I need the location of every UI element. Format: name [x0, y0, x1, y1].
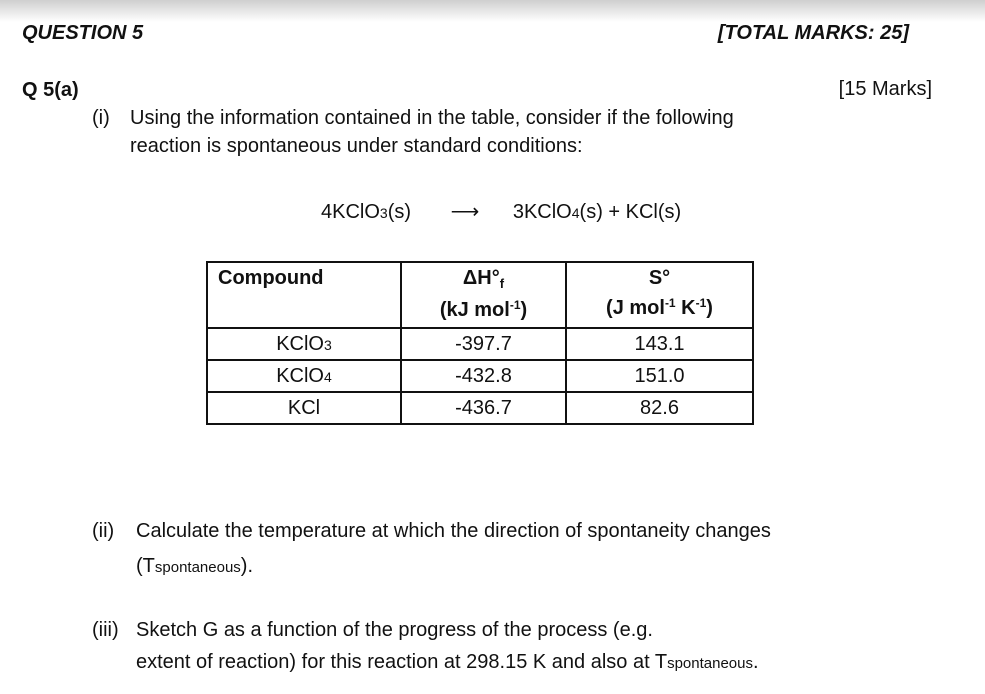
part-iii-number: (iii) [92, 619, 119, 641]
compound-cell: KClO4 [207, 360, 401, 392]
reaction-equation [321, 199, 681, 224]
header-entropy: S° (J mol$^{-1}$ $K^{-1}$) [566, 262, 753, 328]
header-compound: Compound [207, 262, 401, 328]
part-iii-line2: extent of reaction) for this reaction at 298.15 K and also at Tspontaneous. [136, 651, 759, 673]
part-ii-line2: (Tspontaneous). [136, 555, 254, 577]
entropy-cell: 82.6 [566, 392, 753, 424]
part-a-marks: [15 Marks] [838, 78, 932, 100]
products: 3KClO4(s) + KCl(s) [512, 201, 682, 223]
part-i-line1: Using the information contained in the table, consider if the following [130, 107, 734, 129]
enthalpy-cell: -397.7 [401, 328, 566, 360]
part-i-line2: reaction is spontaneous under standard conditions: [130, 135, 583, 157]
enthalpy-cell: -436.7 [401, 392, 566, 424]
table-row [207, 328, 753, 360]
part-i-number: (i) [92, 107, 110, 129]
part-a-label: Q 5(a) [22, 79, 79, 101]
part-ii-number: (ii) [92, 520, 115, 542]
header-enthalpy: $\Delta H^\circ_f$ (kJ mol$^{-1}$) [401, 262, 566, 328]
top-shade [0, 0, 985, 22]
compound-cell: KClO3 [207, 328, 401, 360]
part-iii-line1: Sketch G as a function of the progress of the process (e.g. [136, 619, 653, 641]
entropy-cell: 151.0 [566, 360, 753, 392]
reaction-arrow-icon: ⟶ [450, 201, 480, 223]
part-ii-line1: Calculate the temperature at which the direction of spontaneity changes [136, 520, 771, 542]
question-title: QUESTION 5 [22, 22, 144, 44]
table-row [207, 360, 753, 392]
compound-cell: KCl [207, 392, 401, 424]
total-marks: [TOTAL MARKS: 25] [717, 22, 909, 44]
thermo-data-table [206, 261, 754, 425]
table-header-row [207, 262, 753, 328]
reactant: 4KClO3(s) [321, 201, 412, 223]
enthalpy-cell: -432.8 [401, 360, 566, 392]
table-row [207, 392, 753, 424]
entropy-cell: 143.1 [566, 328, 753, 360]
